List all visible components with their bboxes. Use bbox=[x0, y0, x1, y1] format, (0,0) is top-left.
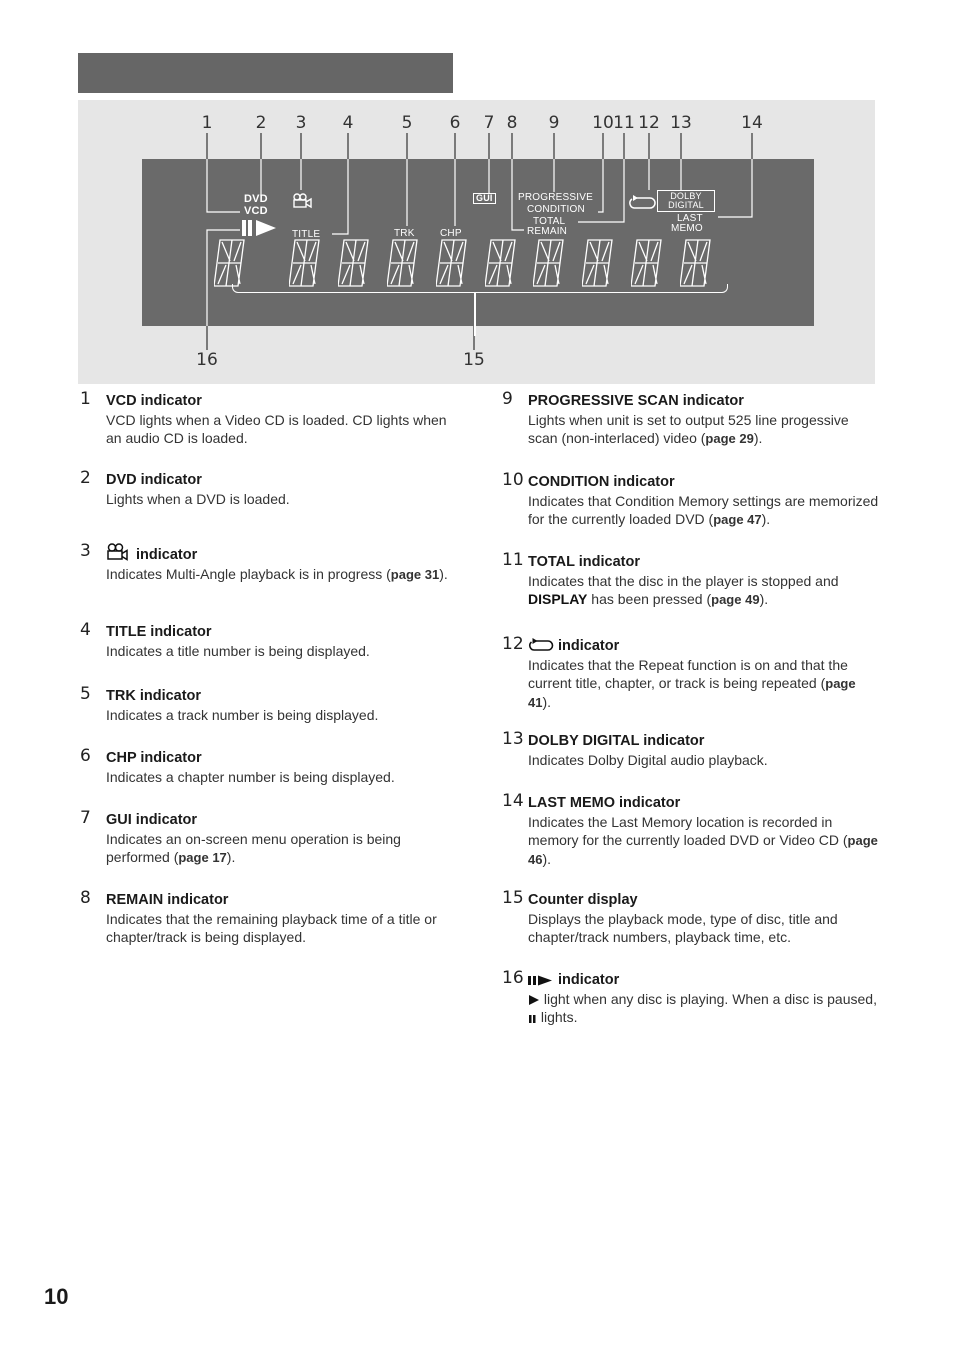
callout-13: 13 bbox=[670, 113, 692, 133]
page-ref: page 47 bbox=[713, 512, 762, 527]
pause-play-icon bbox=[528, 974, 554, 986]
item-desc: Displays the playback mode, type of disc, title and chapter/track numbers, playback time, etc. bbox=[528, 911, 838, 945]
dvd-indicator: DVD bbox=[244, 193, 268, 205]
callout-5: 5 bbox=[401, 113, 413, 133]
desc-text: ). bbox=[542, 851, 552, 867]
repeat-icon bbox=[628, 195, 656, 216]
callout-4: 4 bbox=[342, 113, 354, 133]
pause-icon bbox=[528, 1014, 537, 1024]
list-item bbox=[80, 889, 450, 959]
item-number: 12 bbox=[502, 634, 524, 654]
dolby-digital-indicator bbox=[657, 190, 715, 212]
item-number: 15 bbox=[502, 888, 524, 908]
callout-2: 2 bbox=[255, 113, 267, 133]
desc-text: Indicates Multi-Angle playback is in progress ( bbox=[106, 566, 391, 582]
callout-15: 15 bbox=[463, 350, 485, 370]
desc-text: ). bbox=[542, 694, 552, 710]
left-indicator-list bbox=[80, 390, 450, 959]
callout-14: 14 bbox=[741, 113, 763, 133]
desc-text: ). bbox=[759, 591, 769, 607]
desc-text: has been pressed ( bbox=[587, 591, 712, 607]
trk-indicator: TRK bbox=[394, 228, 415, 239]
item-number: 6 bbox=[80, 746, 91, 766]
counter-leader bbox=[474, 292, 476, 336]
item-desc bbox=[528, 813, 882, 869]
list-item bbox=[502, 792, 882, 889]
desc-text: lights. bbox=[537, 1009, 578, 1025]
angle-icon bbox=[106, 543, 132, 561]
angle-icon bbox=[292, 193, 314, 214]
progressive-indicator: PROGRESSIVE bbox=[518, 192, 593, 203]
desc-text: ). bbox=[753, 430, 763, 446]
item-desc: Indicates a track number is being displayed. bbox=[106, 707, 379, 723]
title-indicator: TITLE bbox=[292, 229, 321, 240]
item-desc bbox=[106, 830, 450, 867]
page-ref: page 49 bbox=[711, 592, 760, 607]
item-number: 2 bbox=[80, 468, 91, 488]
item-desc bbox=[528, 492, 882, 529]
list-item bbox=[502, 471, 882, 551]
item-title-row bbox=[106, 542, 450, 565]
desc-text: Indicates that the Repeat function is on and that the current title, chapter, or track is being repeated ( bbox=[528, 657, 848, 691]
desc-text: Lights when unit is set to output 525 line progessive scan (non-interlaced) video ( bbox=[528, 412, 849, 446]
page-ref: page 17 bbox=[178, 850, 227, 865]
list-item bbox=[80, 469, 450, 542]
callout-9: 9 bbox=[548, 113, 560, 133]
item-desc bbox=[106, 565, 450, 584]
vcd-indicator: VCD bbox=[244, 205, 268, 217]
digital-label: DIGITAL bbox=[668, 200, 704, 210]
item-title: Counter display bbox=[528, 892, 638, 908]
list-item bbox=[502, 730, 882, 792]
right-indicator-list bbox=[502, 390, 882, 1029]
repeat-icon bbox=[528, 638, 554, 652]
last-indicator: LAST bbox=[677, 213, 703, 224]
item-number: 9 bbox=[502, 389, 513, 409]
remain-indicator: REMAIN bbox=[527, 226, 568, 237]
item-title-row bbox=[528, 969, 882, 990]
item-number: 13 bbox=[502, 729, 524, 749]
item-desc: Indicates Dolby Digital audio playback. bbox=[528, 752, 768, 768]
callout-1: 1 bbox=[201, 113, 213, 133]
callout-10: 10 bbox=[592, 113, 614, 133]
item-number: 16 bbox=[502, 968, 524, 988]
list-item bbox=[502, 889, 882, 969]
item-title-row bbox=[528, 635, 882, 656]
list-item bbox=[80, 747, 450, 809]
desc-text: ). bbox=[226, 849, 236, 865]
counter-digit bbox=[582, 238, 616, 288]
item-desc bbox=[528, 572, 882, 609]
item-title: TRK indicator bbox=[106, 688, 202, 704]
item-title: LAST MEMO indicator bbox=[528, 795, 681, 811]
desc-text: ). bbox=[761, 511, 771, 527]
list-item bbox=[502, 390, 882, 471]
counter-digit bbox=[631, 238, 665, 288]
item-number: 5 bbox=[80, 684, 91, 704]
callout-11: 11 bbox=[613, 113, 635, 133]
item-title: TOTAL indicator bbox=[528, 554, 640, 570]
chp-indicator: CHP bbox=[440, 228, 462, 239]
desc-text: Indicates that the disc in the player is stopped and bbox=[528, 573, 839, 589]
item-title: PROGRESSIVE SCAN indicator bbox=[528, 393, 744, 409]
item-desc: VCD lights when a Video CD is loaded. CD lights when an audio CD is loaded. bbox=[106, 412, 447, 446]
gui-indicator: GUI bbox=[473, 193, 496, 204]
counter-digit bbox=[485, 238, 519, 288]
counter-digit bbox=[289, 238, 323, 288]
list-item bbox=[80, 542, 450, 621]
item-desc: Lights when a DVD is loaded. bbox=[106, 491, 290, 507]
desc-text: light when any disc is playing. When a disc is paused, bbox=[540, 991, 877, 1007]
item-title: CONDITION indicator bbox=[528, 474, 675, 490]
display-key: DISPLAY bbox=[528, 591, 588, 607]
desc-text: ). bbox=[439, 566, 448, 582]
desc-text: Indicates that Condition Memory settings are memorized for the currently loaded DVD ( bbox=[528, 493, 879, 527]
item-title-text: indicator bbox=[554, 638, 620, 654]
list-item bbox=[80, 685, 450, 747]
dolby-label: DOLBY bbox=[670, 191, 702, 201]
item-title: DOLBY DIGITAL indicator bbox=[528, 733, 705, 749]
item-title: VCD indicator bbox=[106, 393, 202, 409]
page-number: 10 bbox=[44, 1284, 69, 1309]
counter-digit bbox=[338, 238, 372, 288]
callout-3: 3 bbox=[295, 113, 307, 133]
desc-text: Indicates the Last Memory location is recorded in memory for the currently loaded DVD or Video CD ( bbox=[528, 814, 848, 848]
item-title: REMAIN indicator bbox=[106, 892, 229, 908]
item-desc: Indicates a title number is being displayed. bbox=[106, 643, 370, 659]
list-item bbox=[502, 635, 882, 730]
callout-6: 6 bbox=[449, 113, 461, 133]
item-title-text: indicator bbox=[132, 547, 198, 563]
condition-indicator: CONDITION bbox=[527, 204, 585, 215]
item-title: GUI indicator bbox=[106, 812, 198, 828]
item-title: TITLE indicator bbox=[106, 624, 212, 640]
item-title: DVD indicator bbox=[106, 472, 202, 488]
list-item bbox=[80, 621, 450, 685]
page-ref: page 29 bbox=[705, 431, 754, 446]
callout-7: 7 bbox=[483, 113, 495, 133]
page-ref: page 46 bbox=[528, 833, 878, 867]
list-item bbox=[80, 809, 450, 889]
counter-digit bbox=[680, 238, 714, 288]
item-desc: Indicates a chapter number is being displayed. bbox=[106, 769, 395, 785]
item-desc bbox=[528, 411, 882, 448]
counter-digit bbox=[533, 238, 567, 288]
item-number: 14 bbox=[502, 791, 524, 811]
item-title: CHP indicator bbox=[106, 750, 202, 766]
item-number: 11 bbox=[502, 550, 524, 570]
counter-digit bbox=[436, 238, 470, 288]
counter-digit bbox=[214, 238, 248, 288]
counter-bracket bbox=[232, 284, 728, 293]
callout-16: 16 bbox=[196, 350, 218, 370]
item-number: 1 bbox=[80, 389, 91, 409]
play-icon bbox=[528, 994, 540, 1006]
item-number: 8 bbox=[80, 888, 91, 908]
item-desc bbox=[528, 656, 882, 712]
callout-8: 8 bbox=[506, 113, 518, 133]
list-item bbox=[502, 969, 882, 1029]
list-item bbox=[502, 551, 882, 635]
item-number: 4 bbox=[80, 620, 91, 640]
page-ref: page 41 bbox=[528, 676, 856, 710]
item-number: 7 bbox=[80, 808, 91, 828]
desc-text: Indicates an on-screen menu operation is being performed ( bbox=[106, 831, 401, 865]
list-item bbox=[80, 390, 450, 469]
total-indicator: TOTAL bbox=[533, 216, 566, 227]
item-number: 3 bbox=[80, 541, 91, 561]
item-number: 10 bbox=[502, 470, 524, 490]
item-title-text: indicator bbox=[554, 972, 620, 988]
page-ref: page 31 bbox=[390, 567, 440, 582]
item-desc bbox=[528, 990, 882, 1026]
counter-digit bbox=[387, 238, 421, 288]
memo-indicator: MEMO bbox=[671, 223, 703, 234]
item-desc: Indicates that the remaining playback time of a title or chapter/track is being displayed. bbox=[106, 911, 437, 945]
callout-12: 12 bbox=[638, 113, 660, 133]
